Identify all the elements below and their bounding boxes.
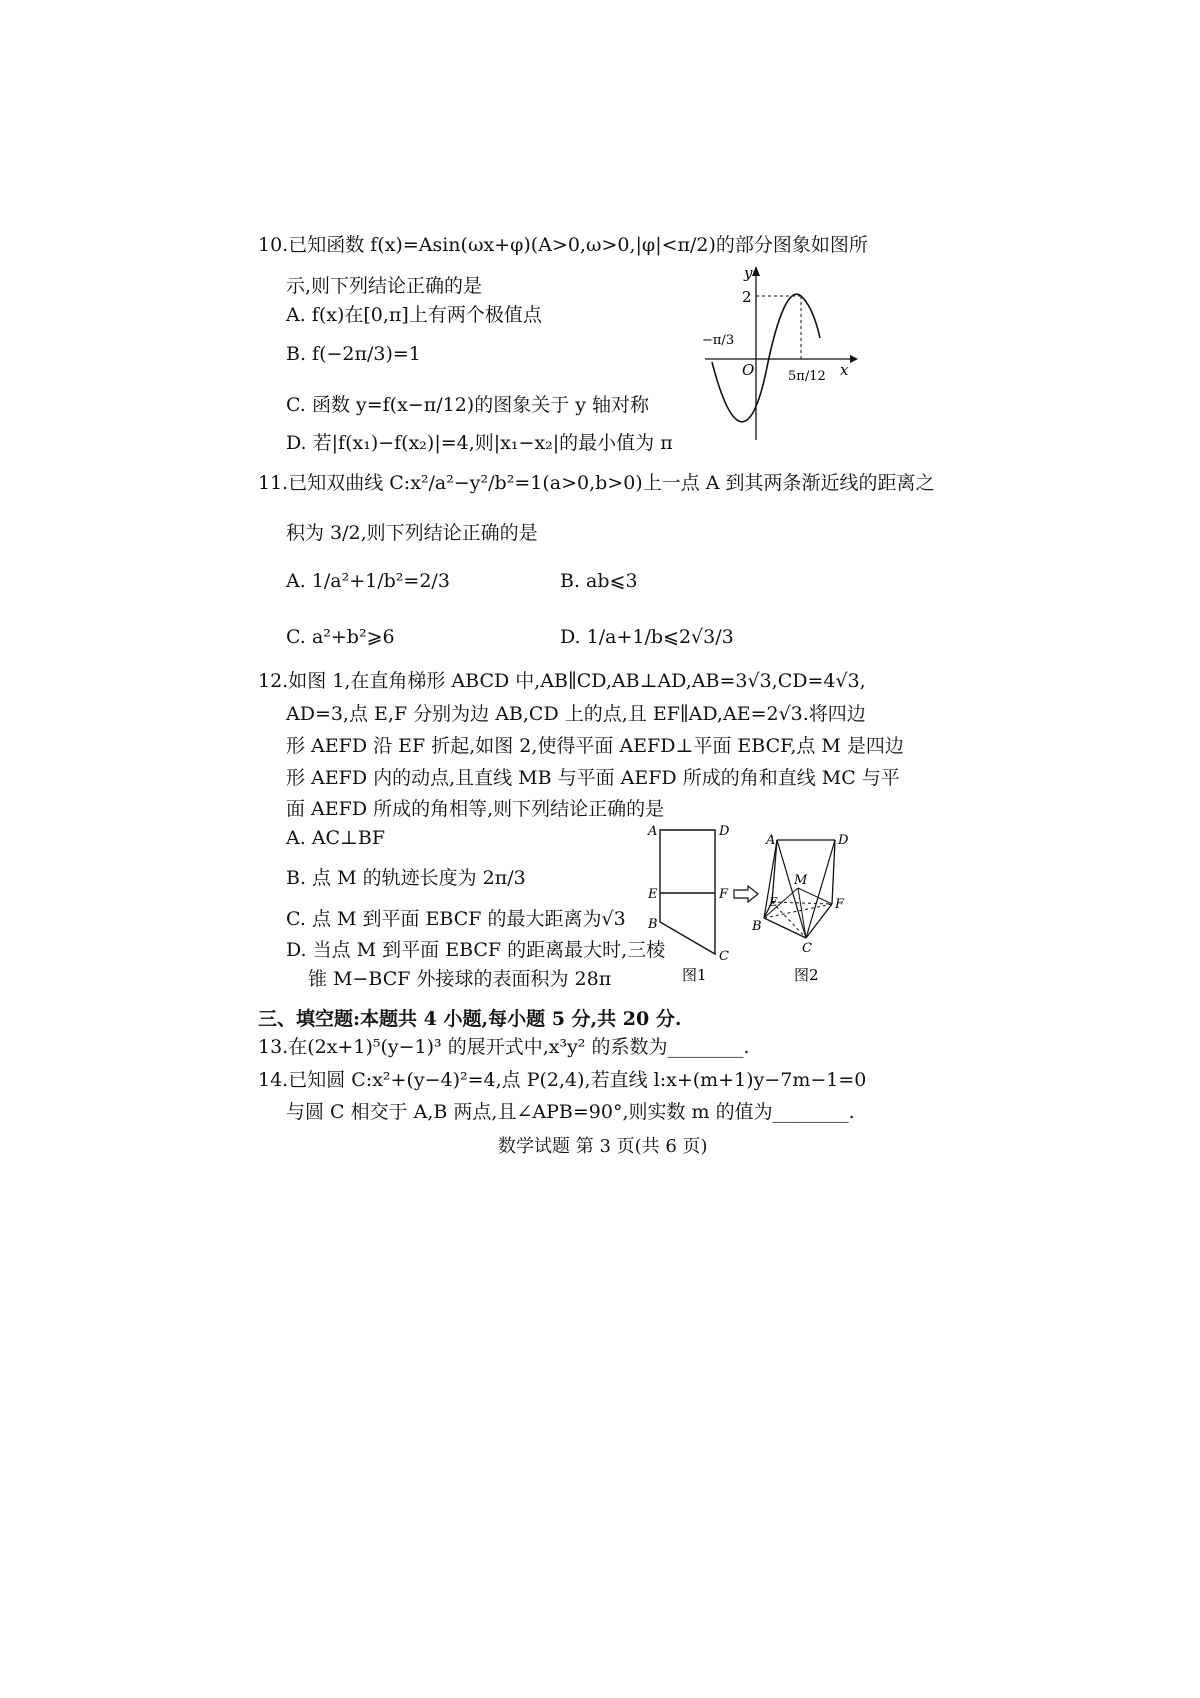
- sine-curve: [712, 294, 820, 422]
- q10-sine-graph: [700, 262, 860, 442]
- q12-option-d-line2: 锥 M−BCF 外接球的表面积为 28π: [308, 968, 612, 990]
- q10-stem-line2: 示,则下列结论正确的是: [286, 275, 483, 297]
- fig1-label-a: A: [648, 824, 658, 839]
- q12-stem-line4: 形 AEFD 内的动点,且直线 MB 与平面 AEFD 所成的角和直线 MC 与平: [286, 767, 900, 789]
- fig2-label-m: M: [794, 873, 808, 888]
- x-axis-arrow: [850, 355, 858, 363]
- q10-option-c: C. 函数 y=f(x−π/12)的图象关于 y 轴对称: [286, 394, 650, 416]
- edge-mf: [798, 888, 832, 904]
- fig1-label-d: D: [719, 824, 730, 839]
- q12-stem-line1: 12.如图 1,在直角梯形 ABCD 中,AB∥CD,AB⊥AD,AB=3√3,CD=4√3,: [258, 670, 866, 692]
- fig2-label-f: F: [835, 897, 845, 912]
- edge-ae: [772, 840, 777, 902]
- q10-option-a: A. f(x)在[0,π]上有两个极值点: [286, 304, 542, 326]
- q10-stem-line1: 10.已知函数 f(x)=Asin(ωx+φ)(A>0,ω>0,|φ|<π/2)的部分图象如图所: [258, 234, 868, 256]
- q11-stem-line1: 11.已知双曲线 C:x²/a²−y²/b²=1(a>0,b>0)上一点 A 到其两条渐近线的距离之: [258, 472, 935, 494]
- q13-stem: 13.在(2x+1)⁵(y−1)³ 的展开式中,x³y² 的系数为________.: [258, 1036, 750, 1058]
- graph-y-label: y: [744, 264, 753, 282]
- edge-cf: [806, 904, 832, 938]
- page-footer: 数学试题 第 3 页(共 6 页): [498, 1136, 708, 1157]
- q14-stem-line2: 与圆 C 相交于 A,B 两点,且∠APB=90°,则实数 m 的值为________.: [286, 1101, 855, 1123]
- q12-option-a: A. AC⊥BF: [286, 827, 386, 849]
- graph-peak-label: 5π/12: [788, 369, 826, 384]
- q10-option-b: B. f(−2π/3)=1: [286, 343, 421, 365]
- fig2-label-c: C: [802, 941, 812, 956]
- q11-stem-line2: 积为 3/2,则下列结论正确的是: [286, 522, 538, 544]
- q12-figure-2: [752, 826, 862, 986]
- fig1-caption: 图1: [682, 966, 707, 984]
- q12-stem-line3: 形 AEFD 沿 EF 折起,如图 2,使得平面 AEFD⊥平面 EBCF,点 M 是四边: [286, 735, 904, 757]
- q12-option-c: C. 点 M 到平面 EBCF 的最大距离为√3: [286, 908, 626, 930]
- q11-option-d: D. 1/a+1/b⩽2√3/3: [560, 626, 734, 648]
- trapezoid: [660, 830, 715, 954]
- q12-option-b: B. 点 M 的轨迹长度为 2π/3: [286, 867, 526, 889]
- edge-bc: [764, 918, 806, 938]
- graph-origin-label: O: [742, 361, 755, 379]
- fig1-label-b: B: [648, 917, 658, 932]
- edge-dc: [806, 840, 835, 938]
- fig2-caption: 图2: [794, 966, 819, 984]
- graph-max-label: 2: [742, 288, 752, 306]
- q11-option-b: B. ab⩽3: [560, 570, 638, 592]
- q12-stem-line5: 面 AEFD 所成的角相等,则下列结论正确的是: [286, 798, 665, 820]
- fig1-label-f: F: [719, 887, 729, 902]
- q10-option-d: D. 若|f(x₁)−f(x₂)|=4,则|x₁−x₂|的最小值为 π: [286, 432, 673, 454]
- fig1-label-e: E: [648, 887, 658, 902]
- graph-x-label: x: [840, 361, 849, 379]
- y-axis-arrow: [752, 266, 760, 276]
- q12-option-d-line1: D. 当点 M 到平面 EBCF 的距离最大时,三棱: [286, 939, 666, 961]
- fig2-label-b: B: [752, 919, 762, 934]
- section-3-heading: 三、填空题:本题共 4 小题,每小题 5 分,共 20 分.: [258, 1008, 682, 1030]
- edge-ac: [777, 840, 806, 938]
- q11-option-a: A. 1/a²+1/b²=2/3: [286, 570, 450, 592]
- q12-stem-line2: AD=3,点 E,F 分别为边 AB,CD 上的点,且 EF∥AD,AE=2√3.将四边: [286, 703, 866, 725]
- q14-stem-line1: 14.已知圆 C:x²+(y−4)²=4,点 P(2,4),若直线 l:x+(m+1)y−7m−1=0: [258, 1069, 867, 1091]
- q11-option-c: C. a²+b²⩾6: [286, 626, 395, 648]
- fig2-label-a: A: [766, 833, 776, 848]
- fig2-label-d: D: [838, 833, 849, 848]
- fig1-label-c: C: [719, 949, 729, 964]
- fig2-label-e: E: [769, 895, 778, 909]
- q12-figure-1: [640, 818, 740, 986]
- graph-neg-label: −π/3: [702, 333, 735, 348]
